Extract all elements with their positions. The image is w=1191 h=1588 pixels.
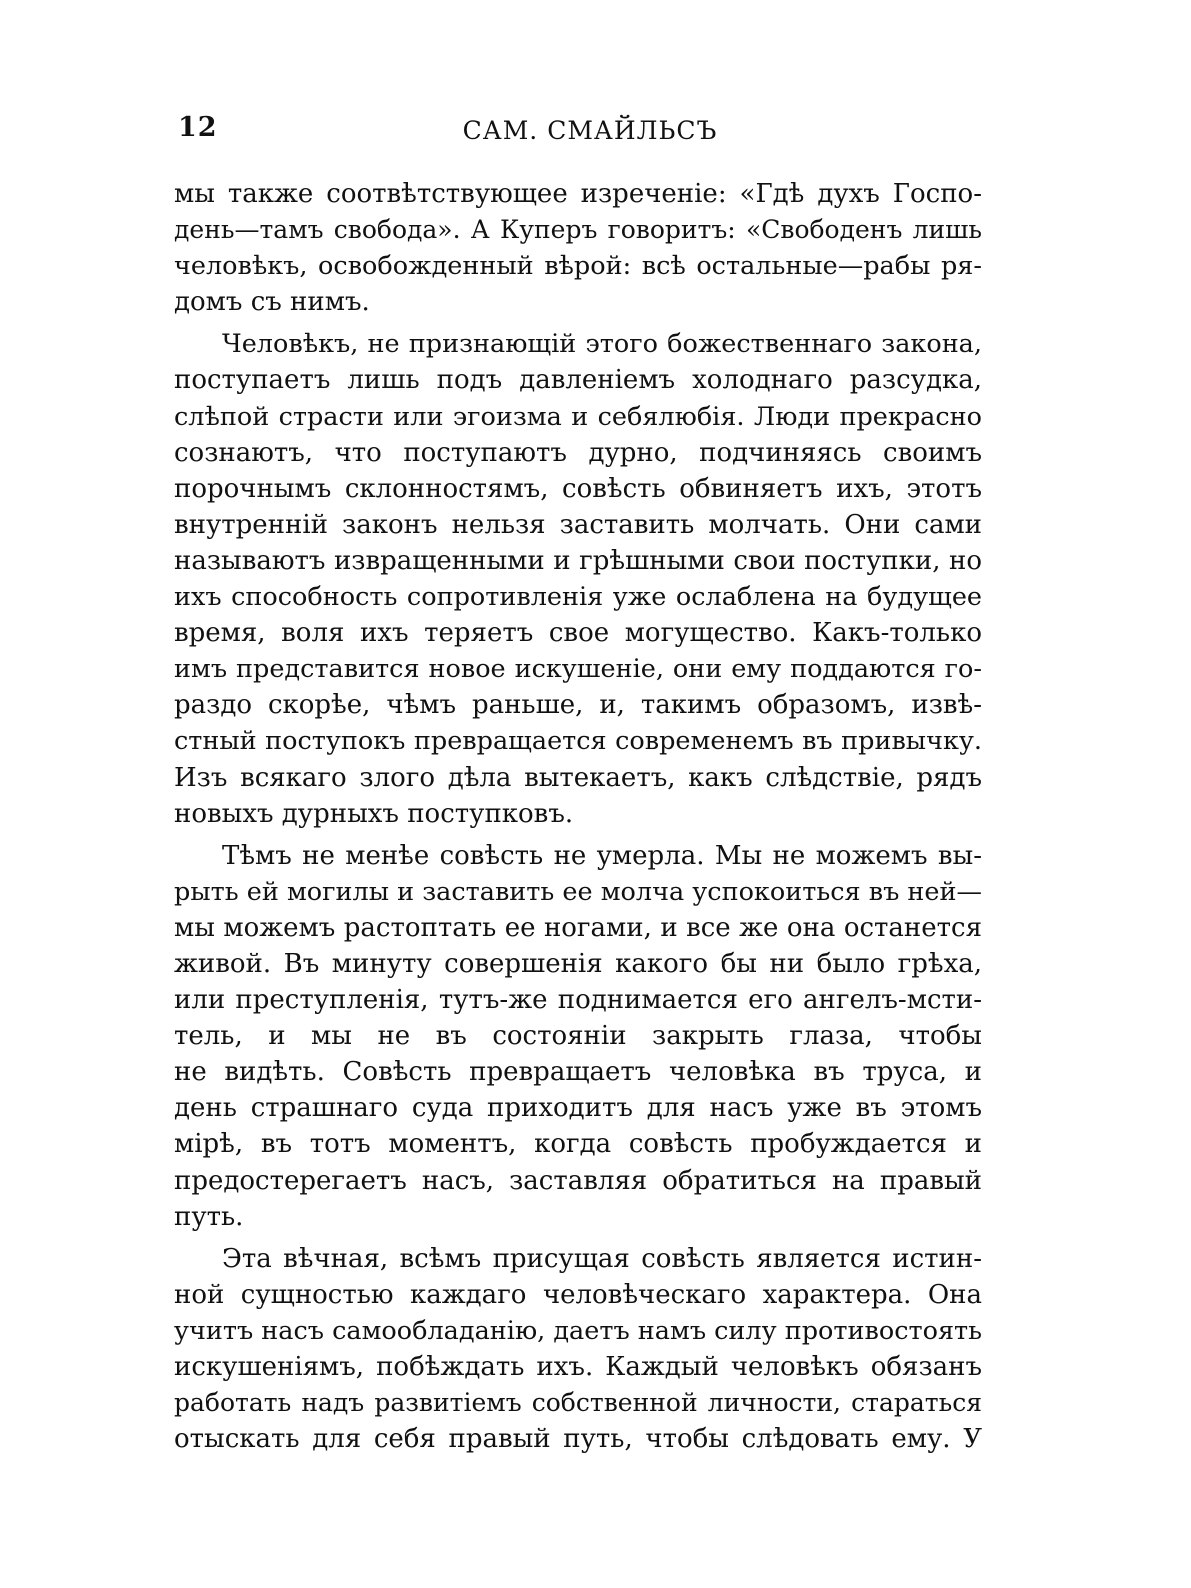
paragraph [174,176,982,320]
page-number: 12 [178,112,218,143]
text-line: имъ представится новое искушеніе, они ему поддаются го- [174,654,982,685]
text-line: раздо скорѣе, чѣмъ раньше, и, такимъ образомъ, извѣ- [174,690,982,721]
text-line: мы также соотвѣтствующее изреченіе: «Гдѣ духъ Госпо- [174,179,982,209]
paragraph [174,326,982,831]
text-line: живой. Въ минуту совершенія какого бы ни было грѣха, [174,948,982,979]
text-line: слѣпой страсти или эгоизма и себялюбія. Люди прекрасно [174,401,982,432]
text-line: называютъ извращенными и грѣшными свои поступки, но [174,545,982,576]
text-line: Человѣкъ, не признающій этого божественнаго закона, [222,329,982,360]
text-line: учитъ насъ самообладанію, даетъ намъ силу противостоять [174,1315,983,1346]
paragraph [174,838,982,1235]
text-line: поступаетъ лишь подъ давленіемъ холоднаго разсудка, [174,365,982,396]
text-line: внутренній законъ нельзя заставить молчать. Они сами [174,509,982,540]
text-line: мірѣ, въ тотъ моментъ, когда совѣсть пробуждается и [174,1129,982,1160]
text-line: время, воля ихъ теряетъ свое могущество. Какъ-только [174,618,982,649]
text-line: ной сущностью каждаго человѣческаго характера. Она [174,1279,982,1310]
text-line: Эта вѣчная, всѣмъ присущая совѣсть является истин- [222,1243,982,1274]
paragraph [174,1241,982,1458]
text-line: отыскать для себя правый путь, чтобы слѣдовать ему. У [174,1424,982,1455]
body-text [174,176,982,1457]
text-line: стный поступокъ превращается современемъ въ привычку. [174,726,982,757]
text-line: Изъ всякаго злого дѣла вытекаетъ, какъ слѣдствіе, рядъ [174,762,982,793]
text-line: мы можемъ растоптать ее ногами, и все же она останется [174,912,982,943]
running-title: САМ. СМАЙЛЬСЪ [462,116,718,145]
text-line: ихъ способность сопротивленія уже ослаблена на будущее [174,582,982,613]
text-line: день—тамъ свобода». А Куперъ говоритъ: «Свободенъ лишь [174,215,982,245]
text-line: рыть ей могилы и заставить ее молча успокоиться въ ней— [174,876,982,907]
text-line: Тѣмъ не менѣе совѣсть не умерла. Мы не можемъ вы- [222,840,982,871]
text-line: человѣкъ, освобожденный вѣрой: всѣ остальные—рабы ря- [174,251,982,282]
text-line: тель, и мы не въ состояніи закрыть глаза, чтобы [174,1021,982,1052]
text-line: путь. [174,1201,244,1232]
text-line: или преступленія, тутъ-же поднимается его ангелъ-мсти- [174,985,982,1016]
text-line: день страшнаго суда приходитъ для насъ уже въ этомъ [174,1093,982,1124]
text-line: не видѣть. Совѣсть превращаетъ человѣка въ труса, и [174,1057,982,1088]
text-line: порочнымъ склонностямъ, совѣсть обвиняетъ ихъ, этотъ [174,473,982,504]
text-line: искушеніямъ, побѣждать ихъ. Каждый человѣкъ обязанъ [174,1352,982,1382]
text-line: новыхъ дурныхъ поступковъ. [174,798,574,829]
text-line: работать надъ развитіемъ собственной личности, стараться [174,1388,982,1418]
text-line: сознаютъ, что поступаютъ дурно, подчиняясь своимъ [174,437,982,468]
text-line: предостерегаетъ насъ, заставляя обратиться на правый [174,1165,982,1196]
text-line: домъ съ нимъ. [174,287,370,318]
